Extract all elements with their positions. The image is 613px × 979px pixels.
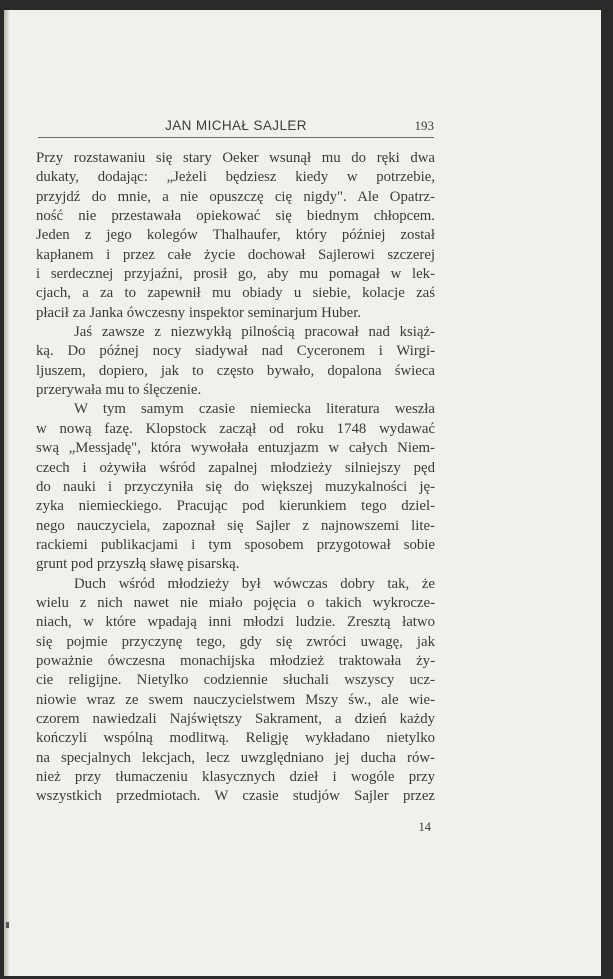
running-head (38, 117, 434, 138)
text-line: czorem nawiedzali Najświętszy Sakrament, a dzień każdy (36, 710, 435, 727)
paragraph (36, 323, 435, 400)
text-line: rackiemi publikacjami i tym sposobem przygotował sobie (36, 536, 435, 553)
text-line: płacił za Janka ówczesny inspektor seminarjum Huber. (36, 304, 362, 321)
page-number: 193 (414, 118, 434, 133)
text-line: ljuszem, dopiero, jak to często bywało, dopalona świeca (36, 362, 435, 379)
text-line: Przy rozstawaniu się stary Oeker wsunął mu do ręki dwa (36, 150, 435, 166)
text-line: swą „Messjadę", która wywołała entuzjazm w całych Niem- (36, 440, 435, 457)
text-line: W tym samym czasie niemiecka literatura weszła (74, 401, 435, 418)
text-line: cjach, a za to zapewnił mu obiady u siebie, kolacje zaś (36, 285, 435, 302)
text-line: nego nauczyciela, zapoznał się Sajler z najnowszemi lite- (36, 517, 435, 534)
paragraph (36, 400, 435, 574)
body-text (36, 149, 435, 807)
text-line: i serdecznej przyjaźni, prosił go, aby mu pomagał w lek- (36, 266, 435, 283)
text-line: do nauki i przyczyniła się do większej muzykalności ję- (36, 478, 435, 495)
text-line: się pojmie przyczynę tego, gdy się zwróci uwagę, jak (36, 633, 435, 650)
text-line: kapłanem i przez całe życie dochował Sajlerowi szczerej (36, 246, 435, 263)
text-line: dukaty, dodając: „Jeżeli będziesz kiedy w potrzebie, (36, 169, 435, 186)
text-line: poważnie ówczesna monachijska młodzież traktowała ży- (36, 652, 435, 669)
text-line: przyjdź do mnie, a nie opuszczę cię nigdy". Ale Opatrz- (36, 188, 435, 205)
paragraph (36, 149, 435, 323)
running-head-title: JAN MICHAŁ SAJLER (165, 118, 307, 133)
text-line: Duch wśród młodzieży był wówczas dobry tak, że (74, 575, 435, 592)
text-line: ność nie przestawała opiekować się biednym chłopcem. (36, 208, 435, 225)
text-line: w nową fazę. Klopstock zaczął od roku 1748 wydawać (36, 420, 435, 437)
text-line: czech i ożywiła wśród zapalnej młodzieży silniejszy pęd (36, 459, 435, 476)
text-line: wielu z nich nawet nie miało pojęcia o takich wykrocze- (36, 594, 435, 611)
text-line: nież przy tłumaczeniu klasycznych dzieł i wogóle przy (36, 769, 435, 785)
text-line: kończyli wspólną modlitwą. Religję wykładano nietylko (36, 730, 435, 747)
text-line: na specjalnych lekcjach, lecz uwzględniano jej ducha rów- (36, 749, 435, 766)
signature-mark: 14 (418, 820, 431, 834)
text-line: Jaś zawsze z niezwykłą pilnością pracował nad książ- (74, 324, 435, 341)
text-line: grunt pod przyszłą sławę pisarską. (36, 556, 240, 573)
text-line: niach, w które wpadają inni młodzi ludzie. Zresztą łatwo (36, 614, 435, 631)
book-page (4, 10, 601, 976)
text-line: przerywała mu to ślęczenie. (36, 382, 202, 399)
paragraph (36, 575, 435, 807)
text-line: ką. Do późnej nocy siadywał nad Cyceronem i Wirgi- (36, 343, 435, 360)
text-line: niowie wraz ze swem nauczycielstwem Mszy św., ale wie- (36, 691, 435, 708)
text-line: cie religijne. Nietylko codziennie słuchali wszyscy ucz- (36, 672, 435, 689)
text-line: wszystkich przedmiotach. W czasie studjów Sajler przez (36, 788, 435, 805)
text-line: Jeden z jego kolegów Thalhaufer, który później został (36, 227, 435, 244)
page-edge-mark (6, 922, 9, 928)
text-line: zyka niemieckiego. Pracując pod kierunkiem tego dziel- (36, 498, 435, 515)
